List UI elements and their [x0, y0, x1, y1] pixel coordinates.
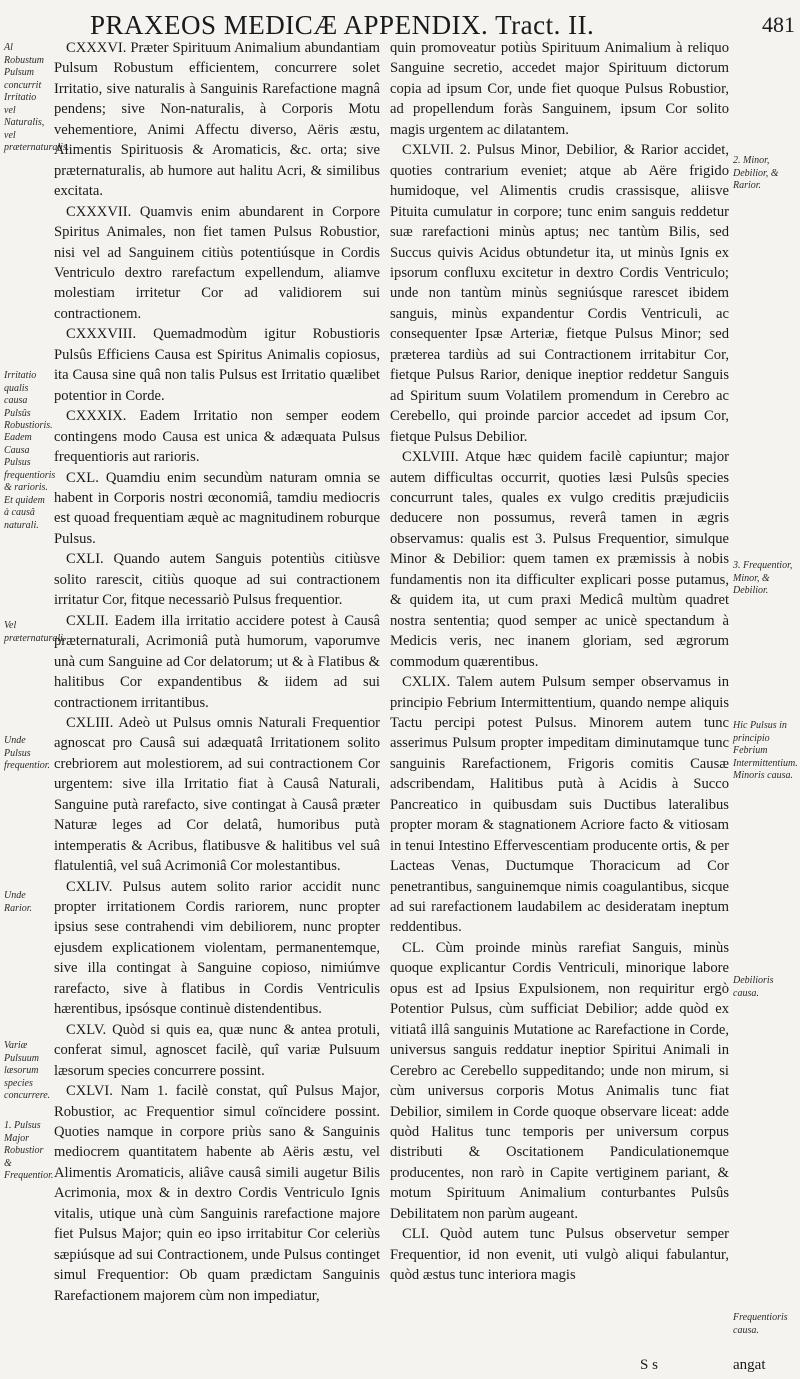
margin-note-left: Al Robustum Pulsum concurrit Irritatio vel Naturalis, vel præternaturalis.	[4, 42, 70, 153]
paragraph: CXXXVII. Quamvis enim abundarent in Corpore Spiritus Animales, non fiet tamen Pulsus Robustior, nisi vel ad Sanguinem citiùs potentiúsque in Cordis Ventriculo dextro rarefactum expellendum, aliamve molestiam irritetur Cor ad validiorem sui contractionem.	[54, 203, 380, 322]
paragraph: CLI. Quòd autem tunc Pulsus observetur semper Frequentior, id non evenit, uti vulgò aliqui fabulantur, quòd æstus tunc interiora magis	[390, 1226, 729, 1284]
margin-note-left: Unde Rarior.	[4, 890, 33, 914]
margin-note-right: 2. Minor, Debilior, & Rarior.	[733, 155, 779, 191]
margin-note-right: Debilioris causa.	[733, 975, 774, 999]
margin-note-left: Unde Pulsus frequentior.	[4, 735, 51, 771]
paragraph: CXLIV. Pulsus autem solito rarior accidit nunc propter irritationem Cordis rariorem, nunc propter ipsius sese contrahendi vim debiliorem, nunc propter ejusdem explicationem violentam, permanentemque, sive illa contingat à Sanguine copioso, nimiúmve rarefacto, sive à flatibus in Cordis Ventriculis hærentibus, ipsósque continuè distendentibus.	[54, 878, 380, 1018]
catchword: angat	[733, 1357, 766, 1373]
paragraph: quin promoveatur potiùs Spirituum Animalium à reliquo Sanguine secretio, accedet major Spirituum dictorum copia ad ipsum Cor, unde fiet quoque Pulsus Robustior, ad propellendum foràs Sanguinem, ipsum Cor solito magis urgentem ac dilatantem.	[390, 40, 729, 138]
page-number: 481	[762, 12, 795, 37]
paragraph: CXXXVIII. Quemadmodùm igitur Robustioris Pulsûs Efficiens Causa est Spiritus Animalis copiosus, ita Causa sine quâ non talis Pulsus est Irritatio quælibet potentior in Corde.	[54, 326, 380, 404]
paragraph: CXLV. Quòd si quis ea, quæ nunc & antea protuli, conferat simul, agnoscet facilè, quî variæ Pulsuum læsorum species concurrere possint.	[54, 1021, 380, 1079]
signature-mark: S s	[640, 1357, 658, 1373]
paragraph: CXXXVI. Præter Spirituum Animalium abundantiam Pulsum Robustum efficientem, concurrere solet Irritatio, sive naturalis à Sanguinis Rarefactione magnâ pendens; sive Non-naturalis, à Corporis Motu vehementiore, Animi Affectu diverso, Aëris æstu, Alimentis Spirituosis & Aromaticis, &c. orta; sive præternaturalis, ab humore aut halitu Acri, & similibus excitata.	[54, 40, 380, 200]
paragraph: CXLI. Quando autem Sanguis potentiùs citiùsve solito rarescit, citiùs quoque ad sui contractionem irritatur Cor, fitque necessariò Pulsus frequentior.	[54, 551, 380, 609]
margin-note-right: 3. Frequentior, Minor, & Debilior.	[733, 560, 793, 596]
paragraph: CXLIII. Adeò ut Pulsus omnis Naturali Frequentior agnoscat pro Causâ sui adæquatâ Irritationem solito crebriorem aut molestiorem, ad sui contractionem Cor urgentem: sive illa Irritatio fiat à Causâ Naturali, Sanguine putà rarefacto, sive contingat à Causâ præter Naturæ leges ad Cor delatâ, humoribus putà intemperatis & Acribus, flatibusve & halitibus vel suâ flatulentiâ, vel suâ Acrimoniâ Cor molestantibus.	[54, 714, 380, 875]
right-text-column	[390, 38, 729, 1286]
running-title: PRAXEOS MEDICÆ APPENDIX. Tract. II.	[90, 10, 595, 40]
paragraph: CXL. Quamdiu enim secundùm naturam omnia se habent in Corporis nostri œconomiâ, tamdiu mediocris est quoad frequentiam æquè ac magnitudinem roburque Pulsus.	[54, 469, 380, 547]
paragraph: CXLVIII. Atque hæc quidem facilè capiuntur; major autem difficultas occurrit, quoties læsi Pulsûs species concurrunt tales, quales ex vulgo creditis præjudiciis deducere non possumus, reverâ tamen in ægris observamus: qualis est 3. Pulsus Frequentior, simulque Minor & Debilior: quem tamen ex præmissis à nobis fundamentis non ita difficulter explicari posse putamus, & quidem ita, ut cum praxi Medicâ multùm quadret nostra sententia; quod semper ac unicè spectandum à Medicis veris, nec inanem gloriam, sed ægrorum commodum quærentibus.	[390, 449, 729, 670]
paragraph: CXXXIX. Eadem Irritatio non semper eodem contingens modo Causa est unica & adæquata Pulsus frequentioris aut rarioris.	[54, 408, 380, 466]
paragraph: CXLVI. Nam 1. facilè constat, quî Pulsus Major, Robustior, ac Frequentior simul coïncidere possint. Quoties namque in corpore priùs sano & Sanguinis mediocrem quantitatem habente ab Aëris æstu, vel Alimentis Aromaticis, aliâve causâ simili augetur Bilis Acrimonia, mox & in dextro Cordis Ventriculo Ignis vitalis, utique unà cùm Sanguinis rarefactione majore fiet Pulsus Major; quin eo ipso irritabitur Cor celeriùs sæpiúsque ad sui Contractionem, unde Pulsus continget simul Frequentior: Ob quam prædictam Sanguinis Rarefactionem majorem cùm non impediatur,	[54, 1083, 380, 1304]
margin-note-left: Eadem Causa Pulsus frequentioris & rarioris. Et quidem à causâ naturali.	[4, 432, 56, 531]
margin-note-left: Irritatio qualis causa Pulsûs Robustioris.	[4, 370, 53, 431]
left-text-column	[54, 38, 380, 1306]
margin-note-right: Hic Pulsus in principio Febrium Intermittentium. Minoris causa.	[733, 720, 798, 781]
margin-note-left: Variæ Pulsuum læsorum species concurrere.	[4, 1040, 51, 1101]
paragraph: CXLVII. 2. Pulsus Minor, Debilior, & Rarior accidet, quoties contrarium eveniet; atque ab Aëre frigido humidoque, vel Alimentis crudis crassisque, aliisve Pituita cumulatur in corpore; tunc enim sanguis reddetur suæ rarefactioni minùs aptus; nec tantùm Bilis, sed Succus quivis Acidus obtundetur ita, ut minùs Ignis ex ipsorum confluxu excitetur in dextro Cordis Ventriculo; unde non tantùm minùs segniúsque rarescet ibidem sanguis, minùs expandentur Cordis Ventriculi, ac consequenter Ipsæ Arteriæ, fietque Pulsus Minor; sed præterea tardiùs ad sui Contractionem irritabitur Cor, fietque Pulsus Rarior, denique ineptior reddetur Sanguis ad Spiritum suum Volatilem promendum in Cerebro ac Cerebello, qui proinde parcior accedet ad ipsum Cor, fietque Pulsus Debilior.	[390, 142, 729, 445]
paragraph: CXLIX. Talem autem Pulsum semper observamus in principio Febrium Intermittentium, quando nempe aliquis Tactu percipi potest Pulsus. Minorem autem tunc asserimus Pulsum propter impeditam diminutamque tunc sanguinis Rarefactionem, Frigoris comitis Causæ adscribendam, Halitibus putà à Acidis à Succo Pancreatico in quibusdam suis Ductibus lateralibus propter moram & stagnationem Acriore facto & vitiosam in tenui Intestino Effervescentiam producente ortis, & per Lacteas Venas, Ductumque Thoracicum ad Cor penetrantibus, sanguinemque nimis coagulantibus, sicque ad sui rarefactionem laudabilem ac desideratam ineptum reddentibus.	[390, 674, 729, 936]
paragraph: CXLII. Eadem illa irritatio accidere potest à Causâ præternaturali, Acrimoniâ putà humorum, vaporumve unà cum Sanguine ad Cor delatorum; ut & à Flatibus & halitibus Cor expandentibus & iidem ad sui contractionem irritantibus.	[54, 612, 380, 711]
margin-note-left: Vel præternaturali.	[4, 620, 66, 644]
margin-note-right: Frequentioris causa.	[733, 1312, 788, 1336]
margin-note-left: 1. Pulsus Major Robustior & Frequentior.	[4, 1120, 54, 1181]
paragraph: CL. Cùm proinde minùs rarefiat Sanguis, minùs quoque explicantur Cordis Ventriculi, minorique labore opus est ad Ipsius Expulsionem, non requiritur ergò Potentior Pulsus, cùm sufficiat Debilior; adde quòd ex vitiatâ illâ sanguinis Mutatione ac Rarefactione in Corde, universus sanguis reddatur ineptior Spiritui Animali in Cerebro ac Cerebello suppeditando; unde non mirum, si cùm universus corporis Motus Animalis tunc fiat Debilior, similem in Corde quoque observare liceat: adde quòd Halitus tunc temporis per universum corpus distributi & Oscitationem Pandiculationemque producentes, non rarò in Capite vertiginem pariant, & motum Spirituum Animalium conturbantes Pulsûs Debilitatem non parùm augeant.	[390, 939, 729, 1222]
